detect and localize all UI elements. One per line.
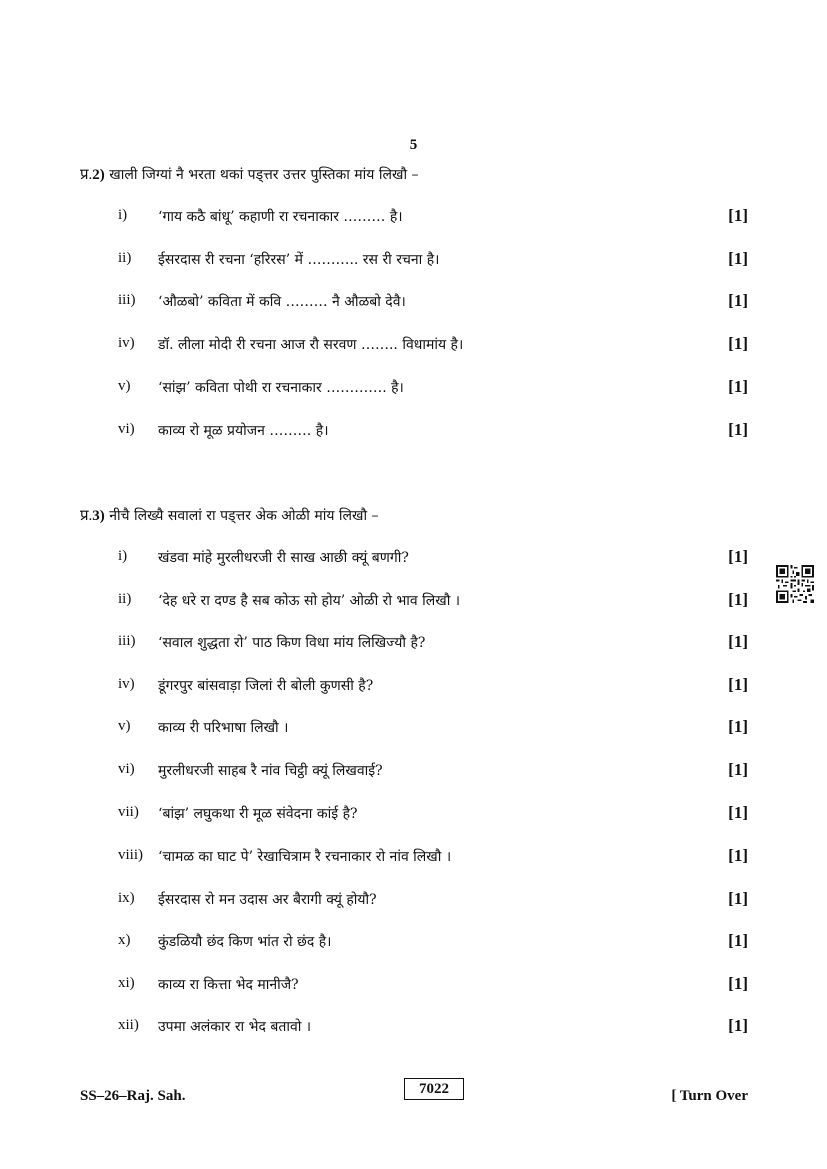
footer-subject-code: SS–26–Raj. Sah.	[80, 1088, 186, 1104]
item-marks: [1]	[728, 249, 748, 268]
item-marks: [1]	[728, 974, 748, 993]
question-3-number: प्र.3)	[80, 508, 105, 524]
item-marks: [1]	[728, 717, 748, 736]
item-number: iii)	[118, 292, 136, 308]
question-2-heading	[80, 164, 419, 184]
page-number: 5	[409, 137, 418, 153]
item-number: vi)	[118, 421, 135, 437]
item-marks: [1]	[728, 206, 748, 225]
q3-item	[118, 975, 748, 995]
q3-item	[118, 591, 748, 611]
item-text: ईसरदास री रचना ‘हरिरस’ में ……….. रस री रचना है।	[158, 252, 440, 268]
q3-item	[118, 718, 748, 738]
item-number: i)	[118, 548, 128, 564]
item-number: ix)	[118, 890, 135, 906]
item-marks: [1]	[728, 931, 748, 950]
q3-item	[118, 676, 748, 696]
q3-item	[118, 804, 748, 824]
item-number: viii)	[118, 847, 143, 863]
q2-item	[118, 335, 748, 355]
item-text: डूंगरपुर बांसवाड़ा जिलां री बोली कुणसी है?	[158, 678, 374, 694]
item-number: iv)	[118, 676, 135, 692]
q2-item	[118, 207, 748, 227]
item-number: xi)	[118, 975, 135, 991]
item-text: ‘सांझ’ कविता पोथी रा रचनाकार …………. है।	[158, 380, 404, 396]
item-number: vii)	[118, 804, 139, 820]
q3-item	[118, 1017, 748, 1037]
q3-item	[118, 548, 748, 568]
question-3-text: नीचै लिख्यै सवालां रा पड्त्तर अेक ओळी मांय लिखौ –	[109, 508, 379, 524]
item-text: ‘बांझ’ लघुकथा री मूळ संवेदना कांई है?	[158, 806, 358, 822]
item-text: ईसरदास रो मन उदास अर बैरागी क्यूं होयौ?	[158, 892, 377, 908]
item-number: iii)	[118, 633, 136, 649]
q2-item	[118, 292, 748, 312]
question-2-number: प्र.2)	[80, 167, 105, 183]
item-text: ‘गाय कठै बांधू’ कहाणी रा रचनाकार ……… है।	[158, 209, 403, 225]
q3-item	[118, 932, 748, 952]
q2-item	[118, 378, 748, 398]
item-text: ‘औळबो’ कविता में कवि ……… नै औळबो देवै।	[158, 294, 406, 310]
item-marks: [1]	[728, 760, 748, 779]
item-number: xii)	[118, 1017, 139, 1033]
q2-item	[118, 421, 748, 441]
item-marks: [1]	[728, 291, 748, 310]
item-text: ‘सवाल शुद्धता रो’ पाठ किण विधा मांय लिखिज्यौ है?	[158, 635, 426, 651]
item-marks: [1]	[728, 675, 748, 694]
item-text: काव्य रो मूळ प्रयोजन ……… है।	[158, 423, 329, 439]
q3-item	[118, 761, 748, 781]
item-marks: [1]	[728, 377, 748, 396]
qr-code-icon	[776, 565, 814, 603]
item-text: काव्य री परिभाषा लिखौ ।	[158, 720, 289, 736]
item-marks: [1]	[728, 1016, 748, 1035]
item-marks: [1]	[728, 889, 748, 908]
item-marks: [1]	[728, 632, 748, 651]
item-number: iv)	[118, 335, 135, 351]
item-number: i)	[118, 207, 128, 223]
item-text: डॉ. लीला मोदी री रचना आज रौ सरवण …….. विधामांय है।	[158, 337, 464, 353]
footer-paper-code: 7022	[404, 1078, 464, 1100]
item-number: ii)	[118, 250, 132, 266]
item-marks: [1]	[728, 590, 748, 609]
item-marks: [1]	[728, 420, 748, 439]
item-number: vi)	[118, 761, 135, 777]
q3-item	[118, 847, 748, 867]
item-marks: [1]	[728, 547, 748, 566]
item-text: ‘चामळ का घाट पे’ रेखाचित्राम रै रचनाकार रो नांव लिखौ ।	[158, 849, 452, 865]
item-number: ii)	[118, 591, 132, 607]
item-text: काव्य रा कित्ता भेद मानीजै?	[158, 977, 299, 993]
question-2-text: खाली जिग्यां नै भरता थकां पड्त्तर उत्तर पुस्तिका मांय लिखौ –	[109, 167, 419, 183]
q2-item	[118, 250, 748, 270]
item-text: उपमा अलंकार रा भेद बतावो ।	[158, 1019, 312, 1035]
item-text: मुरलीधरजी साहब रै नांव चिट्ठी क्यूं लिखवाई?	[158, 763, 383, 779]
item-number: v)	[118, 718, 131, 734]
item-number: x)	[118, 932, 131, 948]
item-marks: [1]	[728, 803, 748, 822]
item-text: कुंडळियौ छंद किण भांत रो छंद है।	[158, 934, 332, 950]
question-3-heading	[80, 505, 379, 525]
item-number: v)	[118, 378, 131, 394]
footer-turn-over: [ Turn Over	[671, 1088, 748, 1104]
q3-item	[118, 890, 748, 910]
item-marks: [1]	[728, 846, 748, 865]
item-text: खंडवा मांहे मुरलीधरजी री साख आछी क्यूं बणगी?	[158, 550, 409, 566]
item-marks: [1]	[728, 334, 748, 353]
item-text: ‘देह धरे रा दण्ड है सब कोऊ सो होय’ ओळी रो भाव लिखौ ।	[158, 593, 461, 609]
q3-item	[118, 633, 748, 653]
